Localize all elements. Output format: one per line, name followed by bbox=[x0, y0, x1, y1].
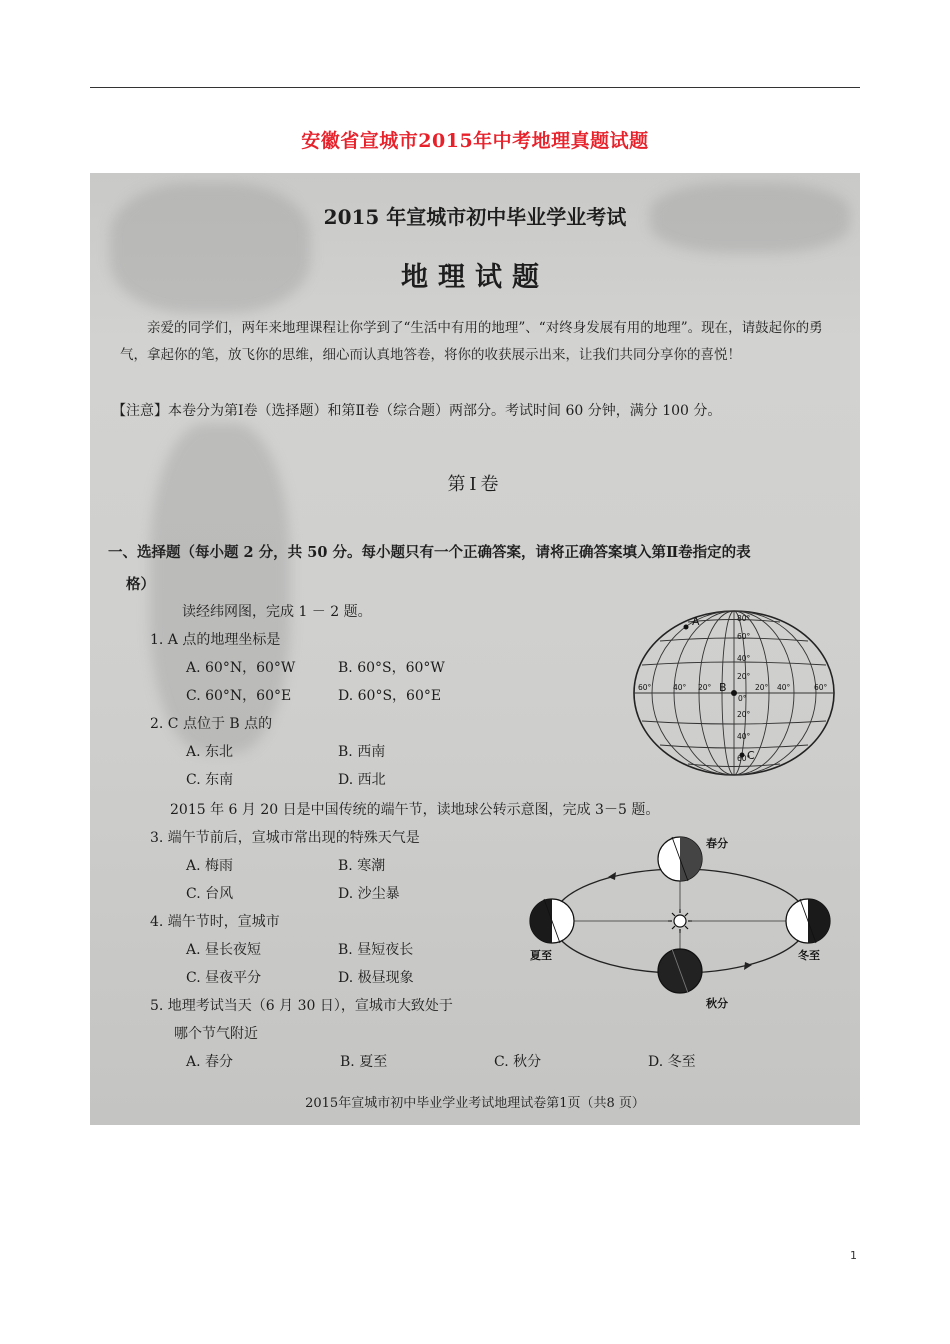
q3-option-b: B. 寒潮 bbox=[338, 858, 386, 874]
q2-option-d: D. 西北 bbox=[338, 772, 386, 788]
label-winter-solstice: 冬至 bbox=[798, 949, 820, 962]
label-spring-equinox: 春分 bbox=[706, 837, 728, 850]
q1-option-c: C. 60°N，60°E bbox=[186, 688, 292, 704]
q2-option-c: C. 东南 bbox=[186, 772, 234, 788]
lat-label: 60° bbox=[737, 632, 751, 641]
exam-intro: 亲爱的同学们，两年来地理课程让你学到了“生活中有用的地理”、“对终身发展有用的地理”。现在，请鼓起你的勇气，拿起你的笔，放飞你的思维，细心而认真地答卷，将你的收获展示出来，让我们共同分享你的喜悦！ bbox=[120, 320, 823, 363]
label-summer-solstice: 夏至 bbox=[530, 949, 552, 962]
orbit-arrow bbox=[608, 872, 616, 880]
lat-label: 80° bbox=[737, 614, 751, 623]
lon-label: 60° bbox=[814, 683, 828, 692]
question-2: 2. C 点位于 B 点的 bbox=[150, 716, 273, 732]
lat-label: 40° bbox=[737, 654, 751, 663]
question-5-cont: 哪个节气附近 bbox=[174, 1026, 258, 1042]
earth-winter-solstice-icon bbox=[786, 899, 830, 943]
point-c-label: C bbox=[747, 749, 755, 762]
exam-subject: 地理试题 bbox=[401, 262, 549, 293]
q3-option-d: D. 沙尘暴 bbox=[338, 886, 400, 902]
lon-label: 20° bbox=[698, 683, 712, 692]
earth-summer-solstice-icon bbox=[530, 899, 574, 943]
q1-option-a: A. 60°N，60°W bbox=[186, 660, 296, 676]
sun-icon bbox=[668, 909, 692, 933]
q2-option-a: A. 东北 bbox=[186, 744, 234, 760]
exam-header: 2015 年宣城市初中毕业学业考试 bbox=[323, 205, 627, 229]
earth-revolution-diagram bbox=[520, 833, 840, 1011]
q5-option-c: C. 秋分 bbox=[494, 1054, 542, 1070]
point-a-label: A bbox=[692, 615, 700, 628]
point-b-label: B bbox=[719, 681, 727, 694]
lat-label: 20° bbox=[737, 710, 751, 719]
section-heading-cont: 格） bbox=[126, 576, 155, 593]
section-heading: 一、选择题（每小题 2 分，共 50 分。每小题只有一个正确答案，请将正确答案填入第Ⅱ卷指定的表 bbox=[108, 544, 751, 561]
q4-option-a: A. 昼长夜短 bbox=[186, 942, 262, 958]
instruction-1-2: 读经纬网图，完成 1 － 2 题。 bbox=[182, 604, 372, 620]
earth-spring-equinox-icon bbox=[658, 837, 702, 881]
instruction-3-5: 2015 年 6 月 20 日是中国传统的端午节，读地球公转示意图，完成 3－5 题。 bbox=[170, 802, 660, 818]
lat-label: 40° bbox=[737, 732, 751, 741]
top-rule bbox=[90, 87, 860, 88]
question-4: 4. 端午节时，宣城市 bbox=[150, 914, 280, 930]
lat-label: 20° bbox=[737, 672, 751, 681]
globe-graticule-diagram bbox=[630, 603, 840, 778]
point-a-marker bbox=[684, 625, 689, 630]
exam-page-photo bbox=[90, 173, 860, 1125]
lon-label: 20° bbox=[755, 683, 769, 692]
question-3: 3. 端午节前后，宣城市常出现的特殊天气是 bbox=[150, 830, 420, 846]
orbit-arrow bbox=[744, 962, 752, 970]
lat-label: 60° bbox=[737, 754, 751, 763]
point-b-marker bbox=[731, 690, 737, 696]
q5-option-b: B. 夏至 bbox=[340, 1054, 388, 1070]
lat-label: 0° bbox=[738, 694, 747, 703]
q3-option-a: A. 梅雨 bbox=[186, 858, 234, 874]
page-number: 1 bbox=[850, 1249, 857, 1262]
q4-option-d: D. 极昼现象 bbox=[338, 970, 414, 986]
q5-option-d: D. 冬至 bbox=[648, 1054, 696, 1070]
label-autumn-equinox: 秋分 bbox=[706, 997, 728, 1010]
q1-option-b: B. 60°S，60°W bbox=[338, 660, 445, 676]
q4-option-b: B. 昼短夜长 bbox=[338, 942, 414, 958]
document-title: 安徽省宣城市2015年中考地理真题试题 bbox=[301, 130, 649, 152]
q4-option-c: C. 昼夜平分 bbox=[186, 970, 262, 986]
exam-notice: 【注意】本卷分为第Ⅰ卷（选择题）和第Ⅱ卷（综合题）两部分。考试时间 60 分钟，满分 100 分。 bbox=[112, 403, 722, 419]
q5-option-a: A. 春分 bbox=[186, 1054, 234, 1070]
earth-autumn-equinox-icon bbox=[658, 949, 702, 993]
lon-label: 60° bbox=[638, 683, 652, 692]
exam-footer: 2015年宣城市初中毕业学业考试地理试卷第1页（共8 页） bbox=[305, 1096, 645, 1111]
lon-label: 40° bbox=[777, 683, 791, 692]
q3-option-c: C. 台风 bbox=[186, 886, 234, 902]
question-5: 5. 地理考试当天（6 月 30 日），宣城市大致处于 bbox=[150, 998, 453, 1014]
question-1: 1. A 点的地理坐标是 bbox=[150, 632, 281, 648]
q2-option-b: B. 西南 bbox=[338, 744, 386, 760]
part-heading: 第Ⅰ卷 bbox=[447, 474, 503, 495]
lon-label: 40° bbox=[673, 683, 687, 692]
q1-option-d: D. 60°S，60°E bbox=[338, 688, 442, 704]
